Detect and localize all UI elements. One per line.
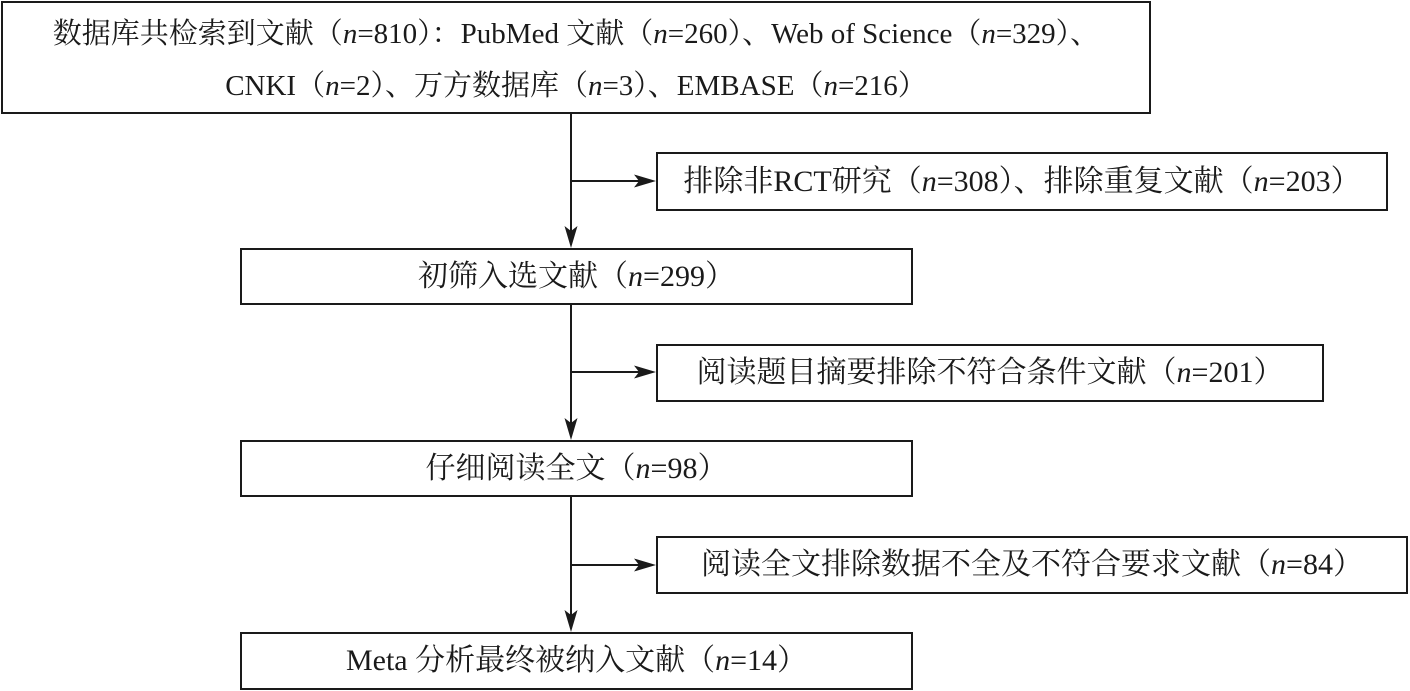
database-search-line-1: 数据库共检索到文献（n=810）：PubMed 文献（n=260）、Web of Science（n=329）、 [52, 18, 1100, 50]
sample-size-symbol: n [653, 18, 668, 50]
initial-screening-text: 初筛入选文献（n=299） [418, 259, 735, 293]
excluded-non-rct-duplicates-text: 排除非RCT研究（n=308）、排除重复文献（n=203） [683, 164, 1361, 198]
box-excluded-non-rct-duplicates [656, 152, 1388, 211]
sample-size-symbol: n [628, 259, 644, 293]
sample-size-symbol: n [587, 70, 603, 102]
sample-size-symbol: n [1253, 164, 1269, 198]
sample-size-symbol: n [325, 70, 340, 102]
arrowhead-down-fulltext [565, 418, 578, 440]
sample-size-symbol: n [981, 18, 996, 50]
box-initial-screening [240, 248, 913, 305]
arrowhead-down-screened [565, 226, 578, 248]
included-in-meta-analysis-text: Meta 分析最终被纳入文献（n=14） [345, 644, 808, 677]
sample-size-symbol: n [921, 164, 937, 198]
excluded-full-text-text: 阅读全文排除数据不全及不符合要求文献（n=84） [701, 548, 1363, 581]
arrowhead-right-excluded-title-abstract [634, 366, 656, 379]
sample-size-symbol: n [1271, 548, 1287, 581]
box-full-text-review [240, 440, 913, 497]
excluded-title-abstract-text: 阅读题目摘要排除不符合条件文献（n=201） [696, 356, 1284, 389]
sample-size-symbol: n [1176, 356, 1192, 389]
full-text-review-text: 仔细阅读全文（n=98） [425, 451, 728, 485]
arrowhead-down-included [565, 610, 578, 632]
box-excluded-title-abstract [656, 344, 1324, 402]
sample-size-symbol: n [823, 70, 838, 102]
box-database-search [1, 1, 1151, 114]
sample-size-symbol: n [635, 451, 651, 485]
database-search-line-2: CNKI（n=2）、万方数据库（n=3）、EMBASE（n=216） [225, 70, 927, 102]
sample-size-symbol: n [715, 644, 731, 677]
sample-size-symbol: n [342, 18, 358, 50]
arrowhead-right-excluded-non-rct [634, 175, 656, 188]
box-included-in-meta-analysis [240, 632, 913, 690]
arrowhead-right-excluded-full-text [634, 559, 656, 572]
box-excluded-full-text [656, 536, 1408, 594]
